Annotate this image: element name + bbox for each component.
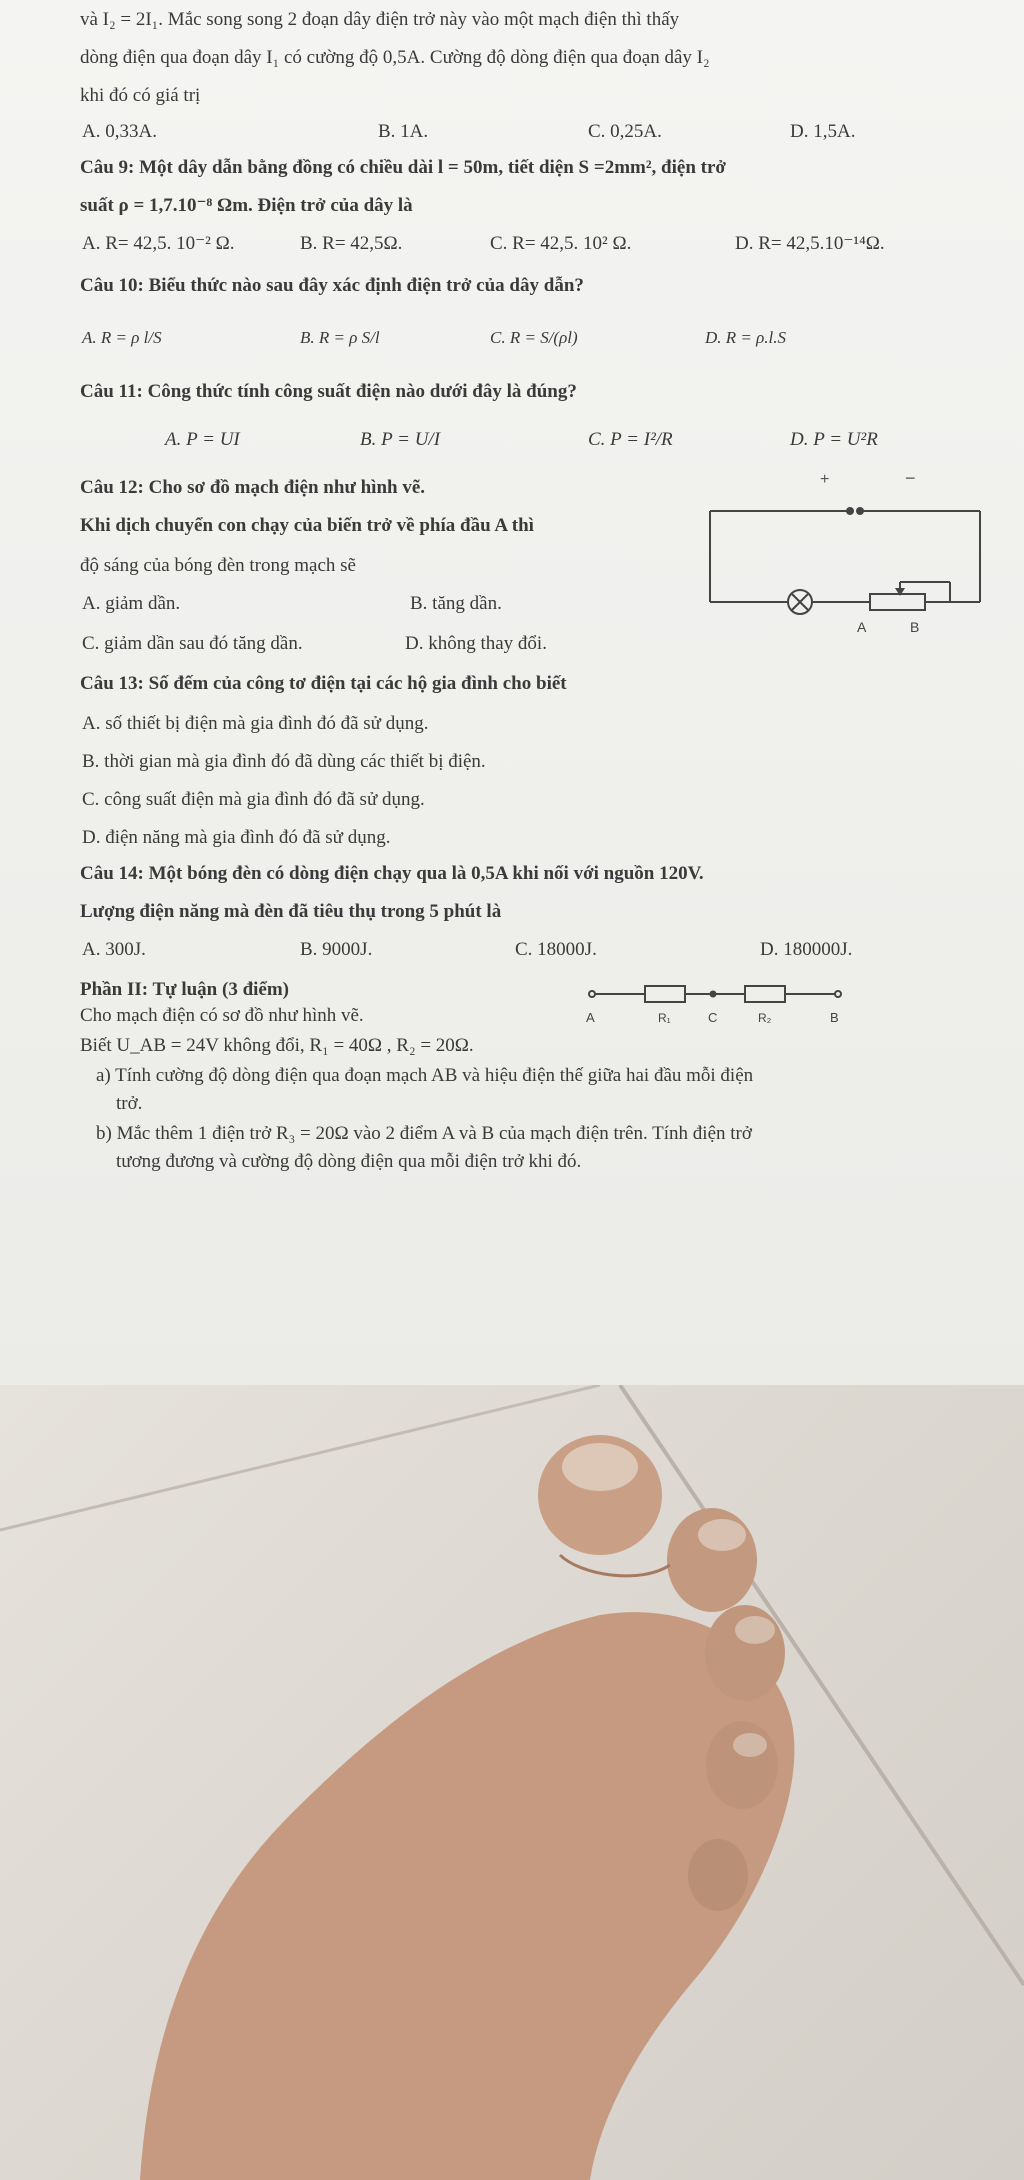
q10-option-d: D. R = ρ.l.S [705,328,787,347]
q12-circuit-diagram [700,466,1000,646]
q9-option-c: C. R= 42,5. 10² Ω. [490,233,632,254]
q10-option-a: A. R = ρ l/S [82,328,162,347]
q12-label-a: A [857,619,867,635]
intro-option-b: B. 1A. [378,121,429,142]
q10-option-c: C. R = S/(ρl) [490,328,578,347]
q12-wires [710,511,980,602]
part2-label-b: B [830,1010,839,1025]
q12-line-3: độ sáng của bóng đèn trong mạch sẽ [80,555,356,576]
q12-minus-label: − [905,468,916,488]
part2-heading: Phần II: Tự luận (3 điểm) [80,979,290,1000]
q14-option-d: D. 180000J. [760,939,853,960]
q14-option-b: B. 9000J. [300,939,373,960]
q12-option-d: D. không thay đổi. [405,633,547,654]
part2-item-a-line-2: trở. [116,1093,143,1114]
q12-lamp-icon [788,590,812,614]
part2-item-b-line-1: b) Mắc thêm 1 điện trở R₃ = 20Ω vào 2 điểm A và B của mạch điện trên. Tính điện trở [96,1123,752,1144]
q11-option-a: A. P = UI [165,429,240,450]
q14-option-c: C. 18000J. [515,939,597,960]
q9-line-2: suất ρ = 1,7.10⁻⁸ Ωm. Điện trở của dây là [80,195,413,216]
part2-wires [589,991,841,997]
q12-option-c: C. giảm dần sau đó tăng dần. [82,633,303,654]
q14-line-2: Lượng điện năng mà đèn đã tiêu thụ trong 5 phút là [80,901,502,922]
intro-option-a: A. 0,33A. [82,121,157,142]
q12-rheostat [870,594,925,610]
part2-label-r1: R₁ [658,1011,671,1025]
q13-line-1: Câu 13: Số đếm của công tơ điện tại các hộ gia đình cho biết [80,673,567,694]
q9-option-b: B. R= 42,5Ω. [300,233,403,254]
part2-label-r2: R₂ [758,1011,772,1025]
foot-photo [140,1435,794,2180]
part2-r1-resistor [645,986,685,1002]
intro-line-1: và I₂ = 2I₁. Mắc song song 2 đoạn dây điện trở này vào một mạch điện thì thấy [80,9,680,30]
part2-circuit-diagram [580,978,850,1028]
part2-label-a: A [586,1010,595,1025]
q13-option-a: A. số thiết bị điện mà gia đình đó đã sử dụng. [82,713,429,734]
intro-line-3: khi đó có giá trị [80,85,201,106]
floor-scene [0,1385,1024,2180]
q12-battery [710,508,980,514]
q12-option-b: B. tăng dần. [410,593,502,614]
q13-option-c: C. công suất điện mà gia đình đó đã sử dụng. [82,789,425,810]
floor-tile-photo [0,1385,1024,2180]
part2-item-b-line-2: tương đương và cường độ dòng điện qua mỗi điện trở khi đó. [116,1151,582,1172]
q12-line-2: Khi dịch chuyển con chạy của biến trở về phía đầu A thì [80,515,534,536]
q12-option-a: A. giảm dần. [82,593,181,614]
intro-option-c: C. 0,25A. [588,121,662,142]
q14-line-1: Câu 14: Một bóng đèn có dòng điện chạy qua là 0,5A khi nối với nguồn 120V. [80,863,704,884]
part2-line-1: Cho mạch điện có sơ đồ như hình vẽ. [80,1005,364,1026]
q11-option-d: D. P = U²R [790,429,878,450]
q10-line-1: Câu 10: Biểu thức nào sau đây xác định điện trở của dây dẫn? [80,275,584,296]
q10-option-b: B. R = ρ S/l [300,328,380,347]
q12-label-b: B [910,619,920,635]
q11-option-b: B. P = U/I [360,429,441,450]
q12-line-1: Câu 12: Cho sơ đồ mạch điện như hình vẽ. [80,477,426,498]
part2-r2-resistor [745,986,785,1002]
q11-line-1: Câu 11: Công thức tính công suất điện nào dưới đây là đúng? [80,381,577,402]
intro-option-d: D. 1,5A. [790,121,856,142]
part2-item-a-line-1: a) Tính cường độ dòng điện qua đoạn mạch AB và hiệu điện thế giữa hai đầu mỗi điện [96,1065,754,1086]
q13-option-d: D. điện năng mà gia đình đó đã sử dụng. [82,827,391,848]
q9-option-d: D. R= 42,5.10⁻¹⁴Ω. [735,233,885,254]
tile-seam-2 [0,1385,600,1530]
intro-line-2: dòng điện qua đoạn dây I₁ có cường độ 0,5A. Cường độ dòng điện qua đoạn dây I₂ [80,47,710,68]
q14-option-a: A. 300J. [82,939,146,960]
part2-label-c: C [708,1010,718,1025]
q13-option-b: B. thời gian mà gia đình đó đã dùng các thiết bị điện. [82,751,486,772]
q9-option-a: A. R= 42,5. 10⁻² Ω. [82,233,235,254]
q11-option-c: C. P = I²/R [588,429,673,450]
q12-plus-label: + [820,471,830,488]
q9-line-1: Câu 9: Một dây dẫn bằng đồng có chiều dài l = 50m, tiết diện S =2mm², điện trở [80,157,726,178]
part2-line-2: Biết U_AB = 24V không đổi, R₁ = 40Ω , R₂ = 20Ω. [80,1035,474,1056]
